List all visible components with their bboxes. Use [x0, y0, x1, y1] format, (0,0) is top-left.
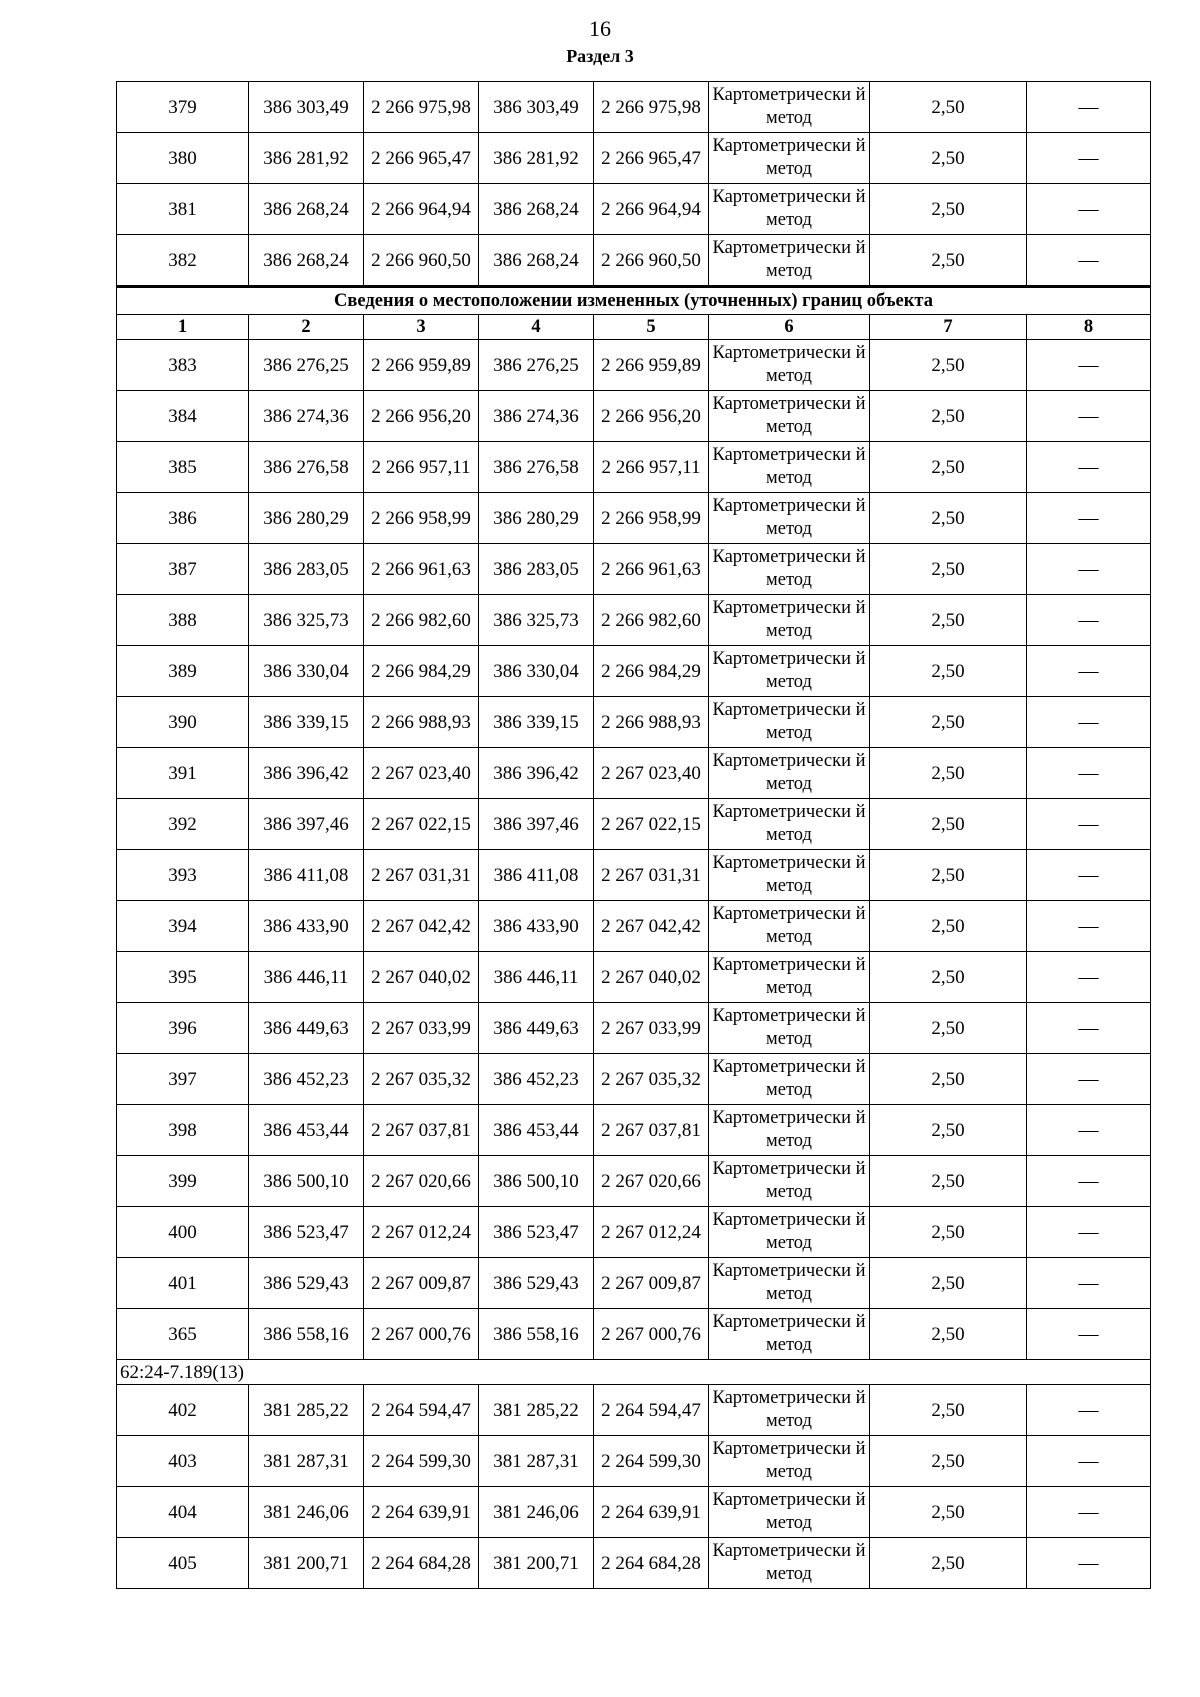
coord-x-existing: 386 433,90	[249, 901, 364, 952]
coord-y-new: 2 267 009,87	[594, 1258, 709, 1309]
description-cell: —	[1027, 442, 1151, 493]
accuracy-cell: 2,50	[870, 901, 1027, 952]
coord-y-new: 2 267 020,66	[594, 1156, 709, 1207]
coord-x-new: 381 246,06	[479, 1487, 594, 1538]
table-row	[117, 1003, 1151, 1054]
accuracy-cell: 2,50	[870, 184, 1027, 235]
description-cell: —	[1027, 1487, 1151, 1538]
table-row	[117, 646, 1151, 697]
point-number: 384	[117, 391, 249, 442]
table-row	[117, 1156, 1151, 1207]
coord-y-new: 2 264 639,91	[594, 1487, 709, 1538]
method-cell: Картометрически й метод	[709, 799, 870, 850]
coord-y-existing: 2 267 037,81	[364, 1105, 479, 1156]
coord-y-new: 2 266 959,89	[594, 340, 709, 391]
method-cell: Картометрически й метод	[709, 1003, 870, 1054]
coord-x-new: 386 339,15	[479, 697, 594, 748]
table-row	[117, 595, 1151, 646]
table-row	[117, 1207, 1151, 1258]
section-heading-row	[117, 287, 1151, 315]
coord-x-new: 386 283,05	[479, 544, 594, 595]
coord-y-existing: 2 264 594,47	[364, 1385, 479, 1436]
table-row	[117, 799, 1151, 850]
description-cell: —	[1027, 1207, 1151, 1258]
coord-x-existing: 386 280,29	[249, 493, 364, 544]
description-cell: —	[1027, 748, 1151, 799]
coord-y-existing: 2 267 012,24	[364, 1207, 479, 1258]
coord-y-existing: 2 266 982,60	[364, 595, 479, 646]
point-number: 365	[117, 1309, 249, 1360]
description-cell: —	[1027, 1309, 1151, 1360]
coord-x-existing: 386 397,46	[249, 799, 364, 850]
method-cell: Картометрически й метод	[709, 133, 870, 184]
coord-y-new: 2 266 965,47	[594, 133, 709, 184]
column-number: 4	[479, 315, 594, 340]
point-number: 405	[117, 1538, 249, 1589]
accuracy-cell: 2,50	[870, 1003, 1027, 1054]
coord-x-new: 386 523,47	[479, 1207, 594, 1258]
coord-y-existing: 2 267 033,99	[364, 1003, 479, 1054]
method-cell: Картометрически й метод	[709, 1309, 870, 1360]
coord-x-new: 381 287,31	[479, 1436, 594, 1487]
parcel-label: 62:24-7.189(13)	[117, 1360, 1151, 1385]
coord-x-existing: 386 411,08	[249, 850, 364, 901]
table-row	[117, 184, 1151, 235]
coord-y-existing: 2 266 965,47	[364, 133, 479, 184]
table-row	[117, 1436, 1151, 1487]
section-heading: Сведения о местоположении измененных (уточненных) границ объекта	[117, 287, 1151, 315]
coord-y-existing: 2 267 020,66	[364, 1156, 479, 1207]
coord-x-existing: 386 396,42	[249, 748, 364, 799]
coord-x-new: 386 411,08	[479, 850, 594, 901]
method-cell: Картометрически й метод	[709, 1105, 870, 1156]
coord-x-new: 386 449,63	[479, 1003, 594, 1054]
description-cell: —	[1027, 493, 1151, 544]
coord-y-new: 2 264 594,47	[594, 1385, 709, 1436]
description-cell: —	[1027, 1385, 1151, 1436]
coord-x-existing: 386 283,05	[249, 544, 364, 595]
description-cell: —	[1027, 1436, 1151, 1487]
accuracy-cell: 2,50	[870, 1156, 1027, 1207]
coord-y-new: 2 267 000,76	[594, 1309, 709, 1360]
table-row	[117, 235, 1151, 287]
coord-x-new: 386 280,29	[479, 493, 594, 544]
coord-x-new: 386 276,58	[479, 442, 594, 493]
accuracy-cell: 2,50	[870, 1207, 1027, 1258]
coord-x-existing: 386 339,15	[249, 697, 364, 748]
column-number: 5	[594, 315, 709, 340]
point-number: 381	[117, 184, 249, 235]
coord-x-existing: 386 558,16	[249, 1309, 364, 1360]
coord-y-new: 2 267 040,02	[594, 952, 709, 1003]
accuracy-cell: 2,50	[870, 1538, 1027, 1589]
accuracy-cell: 2,50	[870, 1105, 1027, 1156]
description-cell: —	[1027, 595, 1151, 646]
point-number: 389	[117, 646, 249, 697]
coord-x-existing: 386 268,24	[249, 235, 364, 287]
method-cell: Картометрически й метод	[709, 184, 870, 235]
coord-x-new: 386 396,42	[479, 748, 594, 799]
coord-x-new: 381 285,22	[479, 1385, 594, 1436]
coord-x-new: 386 433,90	[479, 901, 594, 952]
method-cell: Картометрически й метод	[709, 1054, 870, 1105]
coord-y-existing: 2 267 042,42	[364, 901, 479, 952]
description-cell: —	[1027, 952, 1151, 1003]
method-cell: Картометрически й метод	[709, 442, 870, 493]
coord-x-new: 386 268,24	[479, 184, 594, 235]
point-number: 379	[117, 82, 249, 133]
method-cell: Картометрически й метод	[709, 1385, 870, 1436]
coord-y-existing: 2 266 956,20	[364, 391, 479, 442]
description-cell: —	[1027, 1105, 1151, 1156]
accuracy-cell: 2,50	[870, 235, 1027, 287]
method-cell: Картометрически й метод	[709, 1538, 870, 1589]
coord-y-new: 2 267 031,31	[594, 850, 709, 901]
coord-x-new: 386 452,23	[479, 1054, 594, 1105]
coord-x-new: 386 529,43	[479, 1258, 594, 1309]
point-number: 401	[117, 1258, 249, 1309]
coord-y-new: 2 266 956,20	[594, 391, 709, 442]
section-title: Раздел 3	[566, 46, 634, 66]
method-cell: Картометрически й метод	[709, 235, 870, 287]
coord-x-new: 386 453,44	[479, 1105, 594, 1156]
method-cell: Картометрически й метод	[709, 1207, 870, 1258]
coord-x-existing: 386 449,63	[249, 1003, 364, 1054]
table-row	[117, 1054, 1151, 1105]
accuracy-cell: 2,50	[870, 133, 1027, 184]
coord-y-new: 2 267 012,24	[594, 1207, 709, 1258]
coord-y-new: 2 266 958,99	[594, 493, 709, 544]
coord-x-existing: 386 330,04	[249, 646, 364, 697]
coord-x-existing: 386 529,43	[249, 1258, 364, 1309]
table-row	[117, 442, 1151, 493]
coord-x-new: 386 558,16	[479, 1309, 594, 1360]
coord-y-new: 2 267 037,81	[594, 1105, 709, 1156]
coord-x-existing: 386 274,36	[249, 391, 364, 442]
point-number: 397	[117, 1054, 249, 1105]
table-row	[117, 697, 1151, 748]
accuracy-cell: 2,50	[870, 544, 1027, 595]
table-parcel-block	[117, 1360, 1151, 1385]
coord-x-existing: 386 453,44	[249, 1105, 364, 1156]
point-number: 394	[117, 901, 249, 952]
coord-y-existing: 2 266 988,93	[364, 697, 479, 748]
accuracy-cell: 2,50	[870, 748, 1027, 799]
table-row	[117, 748, 1151, 799]
column-number: 6	[709, 315, 870, 340]
table-body-top	[117, 82, 1151, 287]
coord-x-existing: 381 287,31	[249, 1436, 364, 1487]
coord-y-new: 2 267 022,15	[594, 799, 709, 850]
page-number: 16	[589, 16, 611, 41]
description-cell: —	[1027, 340, 1151, 391]
coord-y-new: 2 266 960,50	[594, 235, 709, 287]
coord-y-existing: 2 267 023,40	[364, 748, 479, 799]
column-numbers-row	[117, 315, 1151, 340]
description-cell: —	[1027, 850, 1151, 901]
description-cell: —	[1027, 391, 1151, 442]
coord-y-new: 2 267 035,32	[594, 1054, 709, 1105]
table-row	[117, 1105, 1151, 1156]
point-number: 390	[117, 697, 249, 748]
coord-x-existing: 386 325,73	[249, 595, 364, 646]
table-row	[117, 82, 1151, 133]
coord-y-new: 2 266 957,11	[594, 442, 709, 493]
table-body-middle	[117, 340, 1151, 1360]
coord-y-existing: 2 266 964,94	[364, 184, 479, 235]
table-row	[117, 340, 1151, 391]
method-cell: Картометрически й метод	[709, 850, 870, 901]
coord-y-existing: 2 266 984,29	[364, 646, 479, 697]
coord-y-new: 2 266 964,94	[594, 184, 709, 235]
coord-y-existing: 2 266 960,50	[364, 235, 479, 287]
coord-x-existing: 386 500,10	[249, 1156, 364, 1207]
method-cell: Картометрически й метод	[709, 697, 870, 748]
point-number: 396	[117, 1003, 249, 1054]
coord-x-new: 386 268,24	[479, 235, 594, 287]
coord-y-existing: 2 267 009,87	[364, 1258, 479, 1309]
method-cell: Картометрически й метод	[709, 1156, 870, 1207]
table-row	[117, 133, 1151, 184]
method-cell: Картометрически й метод	[709, 1487, 870, 1538]
accuracy-cell: 2,50	[870, 646, 1027, 697]
coord-y-new: 2 264 684,28	[594, 1538, 709, 1589]
table-body-bottom	[117, 1385, 1151, 1589]
method-cell: Картометрически й метод	[709, 82, 870, 133]
accuracy-cell: 2,50	[870, 799, 1027, 850]
point-number: 399	[117, 1156, 249, 1207]
coord-y-new: 2 267 023,40	[594, 748, 709, 799]
coord-x-existing: 386 452,23	[249, 1054, 364, 1105]
point-number: 402	[117, 1385, 249, 1436]
coord-y-existing: 2 264 639,91	[364, 1487, 479, 1538]
point-number: 383	[117, 340, 249, 391]
description-cell: —	[1027, 133, 1151, 184]
description-cell: —	[1027, 646, 1151, 697]
coord-y-existing: 2 264 599,30	[364, 1436, 479, 1487]
point-number: 391	[117, 748, 249, 799]
method-cell: Картометрически й метод	[709, 391, 870, 442]
description-cell: —	[1027, 1054, 1151, 1105]
point-number: 380	[117, 133, 249, 184]
coord-y-existing: 2 266 958,99	[364, 493, 479, 544]
accuracy-cell: 2,50	[870, 952, 1027, 1003]
coord-x-existing: 381 200,71	[249, 1538, 364, 1589]
table-row	[117, 1385, 1151, 1436]
coord-y-existing: 2 267 000,76	[364, 1309, 479, 1360]
coord-x-new: 386 397,46	[479, 799, 594, 850]
coord-x-new: 386 276,25	[479, 340, 594, 391]
point-number: 400	[117, 1207, 249, 1258]
accuracy-cell: 2,50	[870, 697, 1027, 748]
method-cell: Картометрически й метод	[709, 748, 870, 799]
coord-y-existing: 2 267 031,31	[364, 850, 479, 901]
coord-x-existing: 386 281,92	[249, 133, 364, 184]
coord-y-existing: 2 266 975,98	[364, 82, 479, 133]
table-row	[117, 391, 1151, 442]
coord-y-existing: 2 267 022,15	[364, 799, 479, 850]
table-row	[117, 493, 1151, 544]
point-number: 393	[117, 850, 249, 901]
point-number: 403	[117, 1436, 249, 1487]
description-cell: —	[1027, 184, 1151, 235]
column-number: 8	[1027, 315, 1151, 340]
accuracy-cell: 2,50	[870, 1436, 1027, 1487]
description-cell: —	[1027, 82, 1151, 133]
coord-x-new: 386 325,73	[479, 595, 594, 646]
accuracy-cell: 2,50	[870, 1487, 1027, 1538]
method-cell: Картометрически й метод	[709, 340, 870, 391]
point-number: 395	[117, 952, 249, 1003]
coord-y-existing: 2 266 957,11	[364, 442, 479, 493]
column-number: 1	[117, 315, 249, 340]
table-row	[117, 1487, 1151, 1538]
parcel-row	[117, 1360, 1151, 1385]
accuracy-cell: 2,50	[870, 391, 1027, 442]
method-cell: Картометрически й метод	[709, 1436, 870, 1487]
method-cell: Картометрически й метод	[709, 1258, 870, 1309]
point-number: 392	[117, 799, 249, 850]
accuracy-cell: 2,50	[870, 340, 1027, 391]
table-row	[117, 1309, 1151, 1360]
method-cell: Картометрически й метод	[709, 493, 870, 544]
coord-y-new: 2 266 982,60	[594, 595, 709, 646]
point-number: 385	[117, 442, 249, 493]
accuracy-cell: 2,50	[870, 442, 1027, 493]
coord-x-new: 386 446,11	[479, 952, 594, 1003]
coord-y-new: 2 264 599,30	[594, 1436, 709, 1487]
column-number: 7	[870, 315, 1027, 340]
table-section-heading	[117, 287, 1151, 340]
column-number: 3	[364, 315, 479, 340]
method-cell: Картометрически й метод	[709, 901, 870, 952]
coord-y-existing: 2 267 040,02	[364, 952, 479, 1003]
coord-x-existing: 381 285,22	[249, 1385, 364, 1436]
accuracy-cell: 2,50	[870, 1385, 1027, 1436]
coord-y-new: 2 267 042,42	[594, 901, 709, 952]
coord-x-existing: 386 446,11	[249, 952, 364, 1003]
column-number: 2	[249, 315, 364, 340]
coord-y-new: 2 266 988,93	[594, 697, 709, 748]
table-row	[117, 952, 1151, 1003]
coord-y-new: 2 266 984,29	[594, 646, 709, 697]
coord-x-new: 386 330,04	[479, 646, 594, 697]
description-cell: —	[1027, 1156, 1151, 1207]
description-cell: —	[1027, 697, 1151, 748]
coord-x-new: 386 303,49	[479, 82, 594, 133]
accuracy-cell: 2,50	[870, 595, 1027, 646]
description-cell: —	[1027, 235, 1151, 287]
method-cell: Картометрически й метод	[709, 646, 870, 697]
coord-x-existing: 386 303,49	[249, 82, 364, 133]
accuracy-cell: 2,50	[870, 493, 1027, 544]
coord-x-existing: 386 268,24	[249, 184, 364, 235]
coord-x-existing: 381 246,06	[249, 1487, 364, 1538]
coord-x-new: 386 500,10	[479, 1156, 594, 1207]
table-row	[117, 850, 1151, 901]
point-number: 388	[117, 595, 249, 646]
point-number: 398	[117, 1105, 249, 1156]
accuracy-cell: 2,50	[870, 1054, 1027, 1105]
coord-y-new: 2 266 975,98	[594, 82, 709, 133]
coord-y-existing: 2 267 035,32	[364, 1054, 479, 1105]
accuracy-cell: 2,50	[870, 850, 1027, 901]
description-cell: —	[1027, 1003, 1151, 1054]
coord-x-existing: 386 523,47	[249, 1207, 364, 1258]
accuracy-cell: 2,50	[870, 1258, 1027, 1309]
coord-y-new: 2 267 033,99	[594, 1003, 709, 1054]
description-cell: —	[1027, 544, 1151, 595]
coord-y-existing: 2 266 961,63	[364, 544, 479, 595]
table-row	[117, 1538, 1151, 1589]
description-cell: —	[1027, 1538, 1151, 1589]
coord-x-new: 381 200,71	[479, 1538, 594, 1589]
accuracy-cell: 2,50	[870, 82, 1027, 133]
coord-x-new: 386 281,92	[479, 133, 594, 184]
point-number: 386	[117, 493, 249, 544]
coord-y-new: 2 266 961,63	[594, 544, 709, 595]
point-number: 387	[117, 544, 249, 595]
accuracy-cell: 2,50	[870, 1309, 1027, 1360]
coord-y-existing: 2 264 684,28	[364, 1538, 479, 1589]
description-cell: —	[1027, 799, 1151, 850]
point-number: 404	[117, 1487, 249, 1538]
method-cell: Картометрически й метод	[709, 595, 870, 646]
coord-x-new: 386 274,36	[479, 391, 594, 442]
description-cell: —	[1027, 901, 1151, 952]
table-row	[117, 901, 1151, 952]
table-row	[117, 544, 1151, 595]
coord-y-existing: 2 266 959,89	[364, 340, 479, 391]
method-cell: Картометрически й метод	[709, 952, 870, 1003]
method-cell: Картометрически й метод	[709, 544, 870, 595]
point-number: 382	[117, 235, 249, 287]
description-cell: —	[1027, 1258, 1151, 1309]
coord-x-existing: 386 276,58	[249, 442, 364, 493]
coord-x-existing: 386 276,25	[249, 340, 364, 391]
coordinates-table	[116, 81, 1151, 1589]
table-row	[117, 1258, 1151, 1309]
